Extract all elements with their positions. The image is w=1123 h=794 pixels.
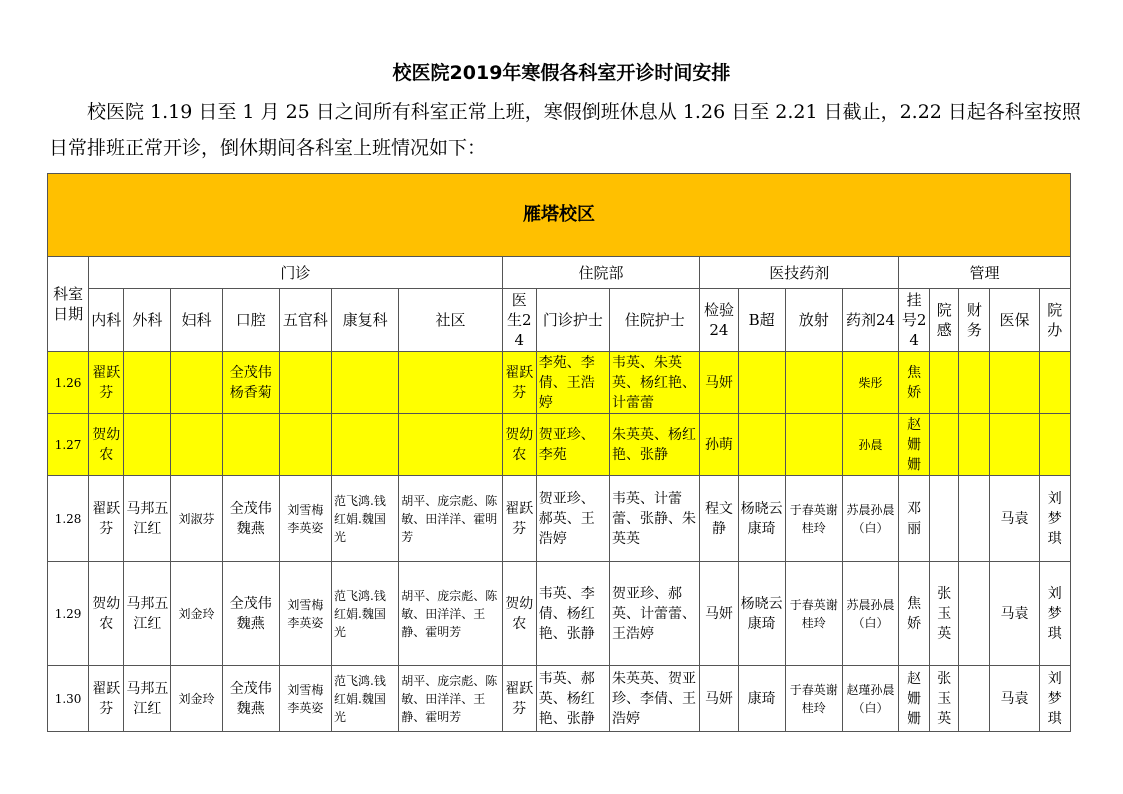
table-cell: 贺幼农 xyxy=(89,562,124,666)
column-header: 社区 xyxy=(399,289,502,352)
table-cell: 全茂伟魏燕 xyxy=(222,666,279,732)
table-row xyxy=(48,414,1071,476)
group-header-inpatient: 住院部 xyxy=(502,257,700,289)
column-header: 五官科 xyxy=(279,289,331,352)
page-title: 校医院2019年寒假各科室开诊时间安排 xyxy=(392,62,731,84)
table-cell: 翟跃芬 xyxy=(89,476,124,562)
table-cell: 贺幼农 xyxy=(502,414,536,476)
table-cell: 于春英谢桂玲 xyxy=(785,562,842,666)
table-cell: 韦英、李倩、杨红艳、张静 xyxy=(536,562,609,666)
group-header-medtech: 医技药剂 xyxy=(700,257,899,289)
table-cell: 张玉英 xyxy=(930,562,959,666)
table-cell: 程文静 xyxy=(700,476,738,562)
table-cell xyxy=(279,352,331,414)
column-header: 院感 xyxy=(930,289,959,352)
column-header: 康复科 xyxy=(332,289,399,352)
table-cell xyxy=(785,352,842,414)
table-cell: 韦英、朱英英、杨红艳、计蕾蕾 xyxy=(610,352,700,414)
table-cell: 赵姗姗 xyxy=(899,414,930,476)
group-header-outpatient: 门诊 xyxy=(89,257,503,289)
table-cell xyxy=(171,414,222,476)
column-header: 外科 xyxy=(124,289,171,352)
table-cell: 范飞鸿.钱红娟.魏国光 xyxy=(332,562,399,666)
column-header: 财务 xyxy=(959,289,990,352)
table-row xyxy=(48,562,1071,666)
table-cell xyxy=(930,352,959,414)
table-cell xyxy=(1039,414,1070,476)
table-cell: 刘雪梅李英姿 xyxy=(279,666,331,732)
table-cell xyxy=(399,352,502,414)
table-cell xyxy=(1039,352,1070,414)
table-cell: 刘金玲 xyxy=(171,562,222,666)
table-cell xyxy=(930,414,959,476)
table-cell: 贺亚珍、郝英、王浩婷 xyxy=(536,476,609,562)
table-cell: 贺亚珍、郝英、计蕾蕾、王浩婷 xyxy=(610,562,700,666)
table-cell xyxy=(959,562,990,666)
table-cell xyxy=(959,352,990,414)
table-cell: 贺幼农 xyxy=(502,562,536,666)
table-cell: 刘梦琪 xyxy=(1039,666,1070,732)
row-date: 1.26 xyxy=(48,352,89,414)
table-cell: 刘雪梅李英姿 xyxy=(279,476,331,562)
table-cell: 翟跃芬 xyxy=(502,666,536,732)
row-date: 1.27 xyxy=(48,414,89,476)
table-cell: 贺幼农 xyxy=(89,414,124,476)
table-row xyxy=(48,352,1071,414)
table-cell xyxy=(124,414,171,476)
table-cell: 马邦五江红 xyxy=(124,666,171,732)
table-cell: 朱英英、杨红艳、张静 xyxy=(610,414,700,476)
table-cell: 马邦五江红 xyxy=(124,476,171,562)
table-cell: 韦英、郝英、杨红艳、张静 xyxy=(536,666,609,732)
column-header: 院办 xyxy=(1039,289,1070,352)
table-cell: 刘金玲 xyxy=(171,666,222,732)
column-header: 挂号24 xyxy=(899,289,930,352)
table-cell: 马袁 xyxy=(990,476,1039,562)
intro-line-1: 校医院 1.19 日至 1 月 25 日之间所有科室正常上班，寒假倒班休息从 1.26 日至 2.21 日截止，2.22 日起各科室按照 xyxy=(87,101,1081,123)
table-cell xyxy=(930,476,959,562)
table-cell xyxy=(222,414,279,476)
table-cell: 杨晓云康琦 xyxy=(738,476,785,562)
column-header: 门诊护士 xyxy=(536,289,609,352)
table-cell: 焦娇 xyxy=(899,562,930,666)
table-cell: 刘淑芬 xyxy=(171,476,222,562)
column-header: 内科 xyxy=(89,289,124,352)
column-header: 检验24 xyxy=(700,289,738,352)
table-cell: 苏晨孙晨（白） xyxy=(842,562,898,666)
table-cell: 贺亚珍、李苑 xyxy=(536,414,609,476)
column-header: 医生24 xyxy=(502,289,536,352)
table-cell: 范飞鸿.钱红娟.魏国光 xyxy=(332,476,399,562)
table-cell: 苏晨孙晨（白） xyxy=(842,476,898,562)
column-header: 口腔 xyxy=(222,289,279,352)
table-cell: 马邦五江红 xyxy=(124,562,171,666)
table-cell: 刘雪梅李英姿 xyxy=(279,562,331,666)
table-cell: 翟跃芬 xyxy=(89,352,124,414)
table-cell: 孙晨 xyxy=(842,414,898,476)
table-cell: 刘梦琪 xyxy=(1039,476,1070,562)
table-cell: 赵瑾孙晨（白） xyxy=(842,666,898,732)
table-cell xyxy=(990,352,1039,414)
table-cell: 康琦 xyxy=(738,666,785,732)
table-cell xyxy=(959,414,990,476)
table-cell: 韦英、计蕾蕾、张静、朱英英 xyxy=(610,476,700,562)
table-cell xyxy=(332,414,399,476)
table-cell xyxy=(785,414,842,476)
column-header: 住院护士 xyxy=(610,289,700,352)
table-cell: 李苑、李倩、王浩婷 xyxy=(536,352,609,414)
row-date: 1.29 xyxy=(48,562,89,666)
group-header-management: 管理 xyxy=(899,257,1071,289)
schedule-table xyxy=(47,173,1071,732)
table-cell: 赵姗姗 xyxy=(899,666,930,732)
table-cell: 马袁 xyxy=(990,666,1039,732)
table-cell: 翟跃芬 xyxy=(89,666,124,732)
table-cell: 柴彤 xyxy=(842,352,898,414)
table-cell: 张玉英 xyxy=(930,666,959,732)
table-cell xyxy=(124,352,171,414)
table-cell xyxy=(990,414,1039,476)
table-cell xyxy=(171,352,222,414)
table-cell: 翟跃芬 xyxy=(502,352,536,414)
table-cell: 马妍 xyxy=(700,666,738,732)
row-date: 1.30 xyxy=(48,666,89,732)
table-cell: 全茂伟魏燕 xyxy=(222,562,279,666)
table-cell xyxy=(332,352,399,414)
table-cell: 朱英英、贺亚珍、李倩、王浩婷 xyxy=(610,666,700,732)
campus-header: 雁塔校区 xyxy=(48,174,1071,257)
table-cell xyxy=(399,414,502,476)
column-header: 药剂24 xyxy=(842,289,898,352)
intro-paragraph xyxy=(49,94,1079,166)
column-header: 医保 xyxy=(990,289,1039,352)
table-cell: 焦娇 xyxy=(899,352,930,414)
table-cell: 于春英谢桂玲 xyxy=(785,476,842,562)
table-cell xyxy=(279,414,331,476)
table-cell: 胡平、庞宗彪、陈敏、田洋洋、王静、霍明芳 xyxy=(399,666,502,732)
intro-line-2: 日常排班正常开诊，倒休期间各科室上班情况如下： xyxy=(49,137,487,159)
column-header: B超 xyxy=(738,289,785,352)
table-cell: 刘梦琪 xyxy=(1039,562,1070,666)
table-cell xyxy=(959,476,990,562)
table-cell: 翟跃芬 xyxy=(502,476,536,562)
table-cell xyxy=(738,352,785,414)
table-cell: 全茂伟杨香菊 xyxy=(222,352,279,414)
table-cell: 全茂伟魏燕 xyxy=(222,476,279,562)
table-row xyxy=(48,666,1071,732)
table-cell: 杨晓云康琦 xyxy=(738,562,785,666)
table-row xyxy=(48,476,1071,562)
table-cell: 胡平、庞宗彪、陈敏、田洋洋、王静、霍明芳 xyxy=(399,562,502,666)
column-header: 放射 xyxy=(785,289,842,352)
table-cell xyxy=(959,666,990,732)
table-cell: 马袁 xyxy=(990,562,1039,666)
table-cell: 于春英谢桂玲 xyxy=(785,666,842,732)
table-cell: 马妍 xyxy=(700,562,738,666)
table-cell: 马妍 xyxy=(700,352,738,414)
table-cell: 孙萌 xyxy=(700,414,738,476)
corner-header: 科室日期 xyxy=(48,257,89,352)
table-cell: 邓丽 xyxy=(899,476,930,562)
table-cell: 范飞鸿.钱红娟.魏国光 xyxy=(332,666,399,732)
table-cell xyxy=(738,414,785,476)
table-cell: 胡平、庞宗彪、陈敏、田洋洋、霍明芳 xyxy=(399,476,502,562)
row-date: 1.28 xyxy=(48,476,89,562)
column-header: 妇科 xyxy=(171,289,222,352)
